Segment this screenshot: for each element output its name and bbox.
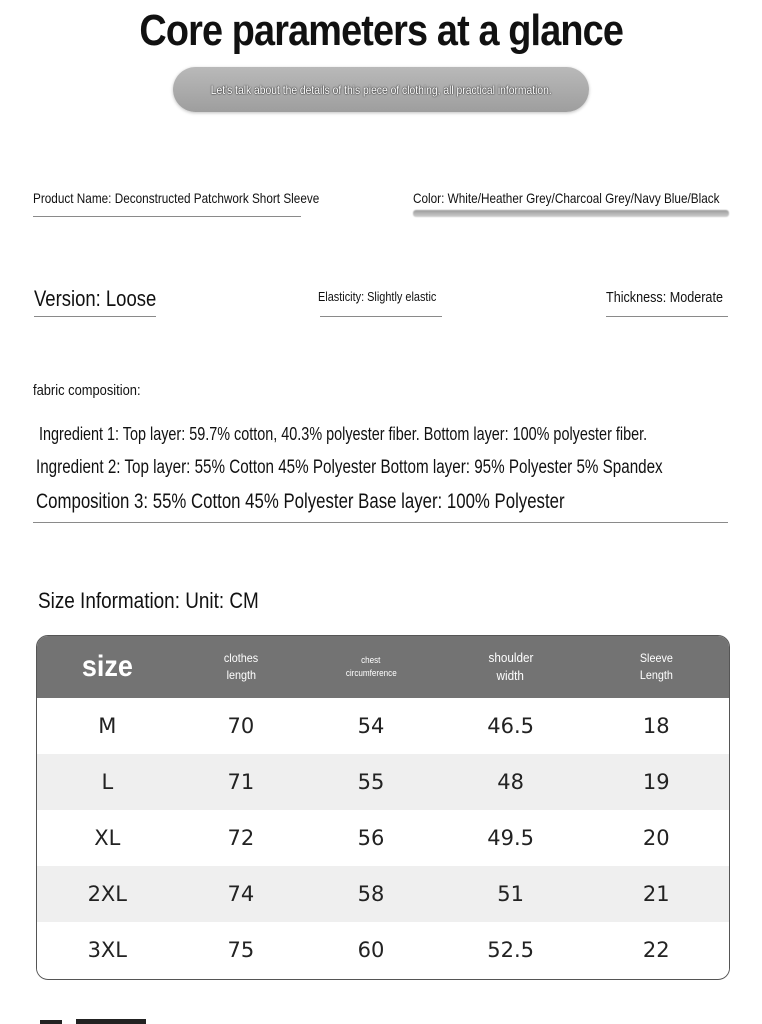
cell-chest: 60 (357, 938, 385, 962)
header-shoulder (438, 649, 584, 685)
table-row (37, 810, 729, 866)
cut-off-mark-2 (76, 1019, 146, 1024)
cell-sleeve: 19 (642, 770, 670, 794)
fabric-ingredient-3 (36, 490, 697, 514)
product-color-text: Color: White/Heather Grey/Charcoal Grey/Navy Blue/Black (413, 190, 720, 206)
cell-size: L (101, 770, 114, 794)
fabric-label-text: fabric composition: (33, 382, 141, 399)
product-elasticity-text: Elasticity: Slightly elastic (318, 289, 437, 304)
fabric-ingredient-1 (39, 424, 762, 445)
product-thickness-text: Thickness: Moderate (606, 289, 723, 306)
product-thickness (606, 289, 745, 306)
header-clothes-length (178, 650, 305, 684)
fabric-ingredient-1-text: Ingredient 1: Top layer: 59.7% cotton, 40.3% polyester fiber. Bottom layer: 100% polyester fiber. (39, 424, 648, 444)
product-elasticity-underline (320, 316, 442, 317)
cell-shoulder: 46.5 (487, 714, 535, 738)
cell-shoulder: 49.5 (487, 826, 535, 850)
header-sleeve-line1: Sleeve (639, 651, 673, 665)
cell-clothes-length: 72 (227, 826, 255, 850)
cell-size: XL (94, 826, 121, 850)
page-title-text: Core parameters at a glance (139, 6, 623, 55)
product-color-underline (413, 210, 729, 217)
cut-off-mark-1 (40, 1020, 62, 1024)
product-name (33, 190, 374, 206)
header-chest (304, 654, 438, 680)
cell-sleeve: 22 (642, 938, 670, 962)
fabric-underline (33, 522, 728, 523)
header-shoulder-line1: shoulder (488, 650, 534, 665)
table-row (37, 866, 729, 922)
cell-chest: 55 (357, 770, 385, 794)
product-version (34, 286, 180, 312)
header-clothes-length-line2: length (226, 668, 256, 682)
product-color (413, 190, 762, 206)
product-version-text: Version: Loose (34, 286, 157, 311)
cell-shoulder: 51 (497, 882, 524, 906)
cell-clothes-length: 70 (227, 714, 255, 738)
header-shoulder-line2: width (496, 668, 525, 683)
table-row (37, 698, 729, 754)
header-clothes-length-line1: clothes (223, 651, 259, 665)
cell-chest: 56 (357, 826, 385, 850)
cell-size: M (98, 714, 117, 738)
size-info-heading-text: Size Information: Unit: CM (38, 588, 259, 613)
cell-sleeve: 20 (642, 826, 670, 850)
table-row (37, 922, 729, 978)
fabric-ingredient-2 (36, 457, 762, 479)
size-table (36, 635, 730, 980)
cell-shoulder: 48 (497, 770, 524, 794)
header-sleeve-line2: Length (639, 668, 673, 682)
header-chest-line1: chest (361, 655, 381, 665)
header-sleeve (583, 650, 729, 684)
cell-clothes-length: 75 (227, 938, 255, 962)
fabric-label (33, 382, 158, 399)
size-table-header (37, 636, 729, 698)
cell-sleeve: 18 (642, 714, 670, 738)
cell-size: 3XL (87, 938, 128, 962)
product-thickness-underline (606, 316, 728, 317)
size-info-heading (38, 588, 295, 614)
table-row (37, 754, 729, 810)
cell-clothes-length: 74 (227, 882, 255, 906)
fabric-ingredient-2-text: Ingredient 2: Top layer: 55% Cotton 45% Polyester Bottom layer: 95% Polyester 5% Spandex (36, 457, 663, 478)
cut-off-next-section (40, 1016, 150, 1024)
fabric-ingredient-3-text: Composition 3: 55% Cotton 45% Polyester Base layer: 100% Polyester (36, 490, 565, 513)
intro-banner (173, 67, 589, 112)
header-size-text: size (81, 650, 133, 683)
cell-chest: 58 (357, 882, 385, 906)
product-name-underline (33, 216, 301, 217)
product-elasticity (318, 289, 459, 304)
header-chest-line2: circumference (345, 668, 397, 678)
cell-clothes-length: 71 (227, 770, 255, 794)
intro-banner-text: Let's talk about the details of this piece of clothing, all practical information. (210, 82, 552, 97)
cell-sleeve: 21 (642, 882, 670, 906)
cell-chest: 54 (357, 714, 385, 738)
cell-size: 2XL (87, 882, 128, 906)
product-name-text: Product Name: Deconstructed Patchwork Short Sleeve (33, 190, 320, 206)
header-size (37, 651, 178, 683)
product-version-underline (34, 316, 156, 317)
page-title (0, 6, 762, 56)
cell-shoulder: 52.5 (487, 938, 535, 962)
